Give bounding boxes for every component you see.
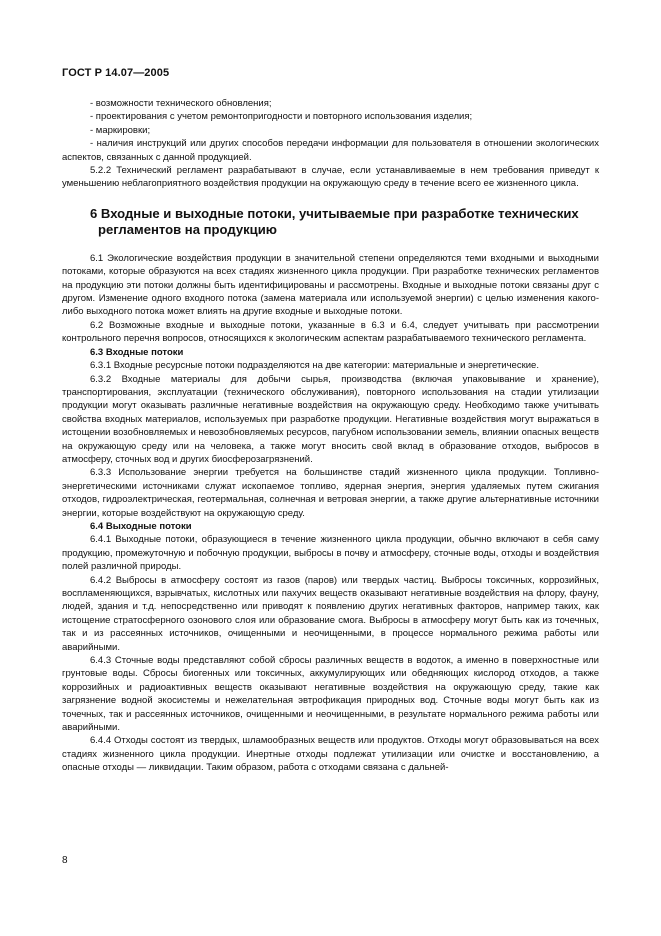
paragraph-6-3-3: 6.3.3 Использование энергии требуется на большинстве стадий жизненного цикла продукции. Топливно-энергетическими источниками служат ископаемое топливо, ядерная энергия, энергия удаляемых путем сжигания отходов, гидроэлектрическая, геотермальная, солнечная и ветровая энергии, а также другие альтернативные источники энергии, которые воздействуют на окружающую среду.: [62, 467, 599, 519]
paragraph-6-4-2: 6.4.2 Выбросы в атмосферу состоят из газов (паров) или твердых частиц. Выбросы токсичных, коррозийных, воспламеняющихся, взрывчатых, кислотных или пахучих веществ оказывают негативные воздействия на флору, фауну, людей, здания и т.д. непосредственно или приводят к появлению других негативных факторов, например таких, как истощение стратосферного озонового слоя или образование смога. Выбросы в атмосферу могут быть как из точечных, так и из рассеянных источников, очищенными и неочищенными, в процессе нормального режима работы или аварийными.: [62, 574, 599, 653]
paragraph-5-2-2: 5.2.2 Технический регламент разрабатывают в случае, если устанавливаемые в нем требования приведут к уменьшению неблагоприятного воздействия продукции на окружающую среду в течение всего ее жизненного цикла.: [62, 165, 599, 190]
paragraph-6-3-1: 6.3.1 Входные ресурсные потоки подразделяются на две категории: материальные и энергетические.: [90, 360, 539, 372]
subsection-6-4-heading: 6.4 Выходные потоки: [90, 520, 192, 532]
section-6-heading-line2: регламентов на продукцию: [98, 222, 277, 238]
paragraph-6-1: 6.1 Экологические воздействия продукции в значительной степени определяются теми входными и выходными потоками, которые образуются на всех стадиях жизненного цикла продукции. При разработке технических регламентов на продукцию эти потоки должны быть идентифицированы и рассмотрены. Входные и выходные потоки связаны друг с другом. Изменение одного входного потока (замена материала или используемой энергии) с целью изменения какого-либо выходного потока может влиять на другие входные и выходные потоки.: [62, 252, 599, 318]
list-item: - проектирования с учетом ремонтопригодности и повторного использования изделия;: [90, 111, 473, 123]
paragraph-6-3-2: 6.3.2 Входные материалы для добычи сырья, производства (включая упаковывание и хранение), транспортирования, эксплуатации (технического обслуживания), повторного использования на стадии утилизации продукции могут оказывать различные негативные воздействия на окружающую среду. Необходимо также учитывать свойства входных материалов, используемых при разработке продукции. Негативные воздействия могут выражаться в истощении возобновляемых и невозобновляемых ресурсов, пагубном использовании земель, влиянии опасных веществ на окружающую среду или на человека, а также могут вносить свой вклад в образование отходов, выбросов в атмосферу, сточных вод и других биосферозагрязнений.: [62, 373, 599, 465]
paragraph-6-4-3: 6.4.3 Сточные воды представляют собой сбросы различных веществ в водоток, а именно в поверхностные или грунтовые воды. Сбросы биогенных или токсичных, аккумулирующих или обедняющих кислород отходов, а также коррозийных и радиоактивных веществ оказывают негативные воздействия на окружающую среду, такие как загрязнение водной экосистемы и нежелательная эвтрофикация природных вод. Сточные воды могут быть как из точечных, так и рассеянных источников, очищенными и неочищенными, в результате нормального режима работы или аварийными.: [62, 655, 599, 734]
subsection-6-3-heading: 6.3 Входные потоки: [90, 346, 184, 358]
list-item: - возможности технического обновления;: [90, 98, 272, 109]
page-number: 8: [62, 855, 68, 866]
list-item: - наличия инструкций или других способов передачи информации для пользователя в отношении экологических аспектов, связанных с данной продукцией.: [62, 138, 599, 163]
paragraph-6-2: 6.2 Возможные входные и выходные потоки, указанные в 6.3 и 6.4, следует учитывать при рассмотрении контрольного перечня вопросов, относящихся к экологическим аспектам разрабатываемого технического регламента.: [62, 319, 599, 345]
section-6-heading-line1: 6 Входные и выходные потоки, учитываемые при разработке технических: [90, 205, 579, 221]
document-header: ГОСТ Р 14.07—2005: [62, 67, 170, 79]
section-6-heading: [62, 206, 599, 239]
paragraph-6-4-4: 6.4.4 Отходы состоят из твердых, шламообразных веществ или продуктов. Отходы могут образовываться на всех стадиях жизненного цикла продукции. Инертные отходы подлежат утилизации или очистке и восстановлению, а опасные отходы — ликвидации. Таким образом, работа с отходами связана с дальней-: [62, 735, 599, 774]
page-body: [62, 97, 599, 775]
list-item: - маркировки;: [90, 124, 151, 136]
paragraph-6-4-1: 6.4.1 Выходные потоки, образующиеся в течение жизненного цикла продукции, обычно включают в себя саму продукцию, промежуточную и побочную продукции, выбросы в почву и атмосферу, сточные воды, отходы и воздействия полей различной природы.: [62, 534, 599, 573]
